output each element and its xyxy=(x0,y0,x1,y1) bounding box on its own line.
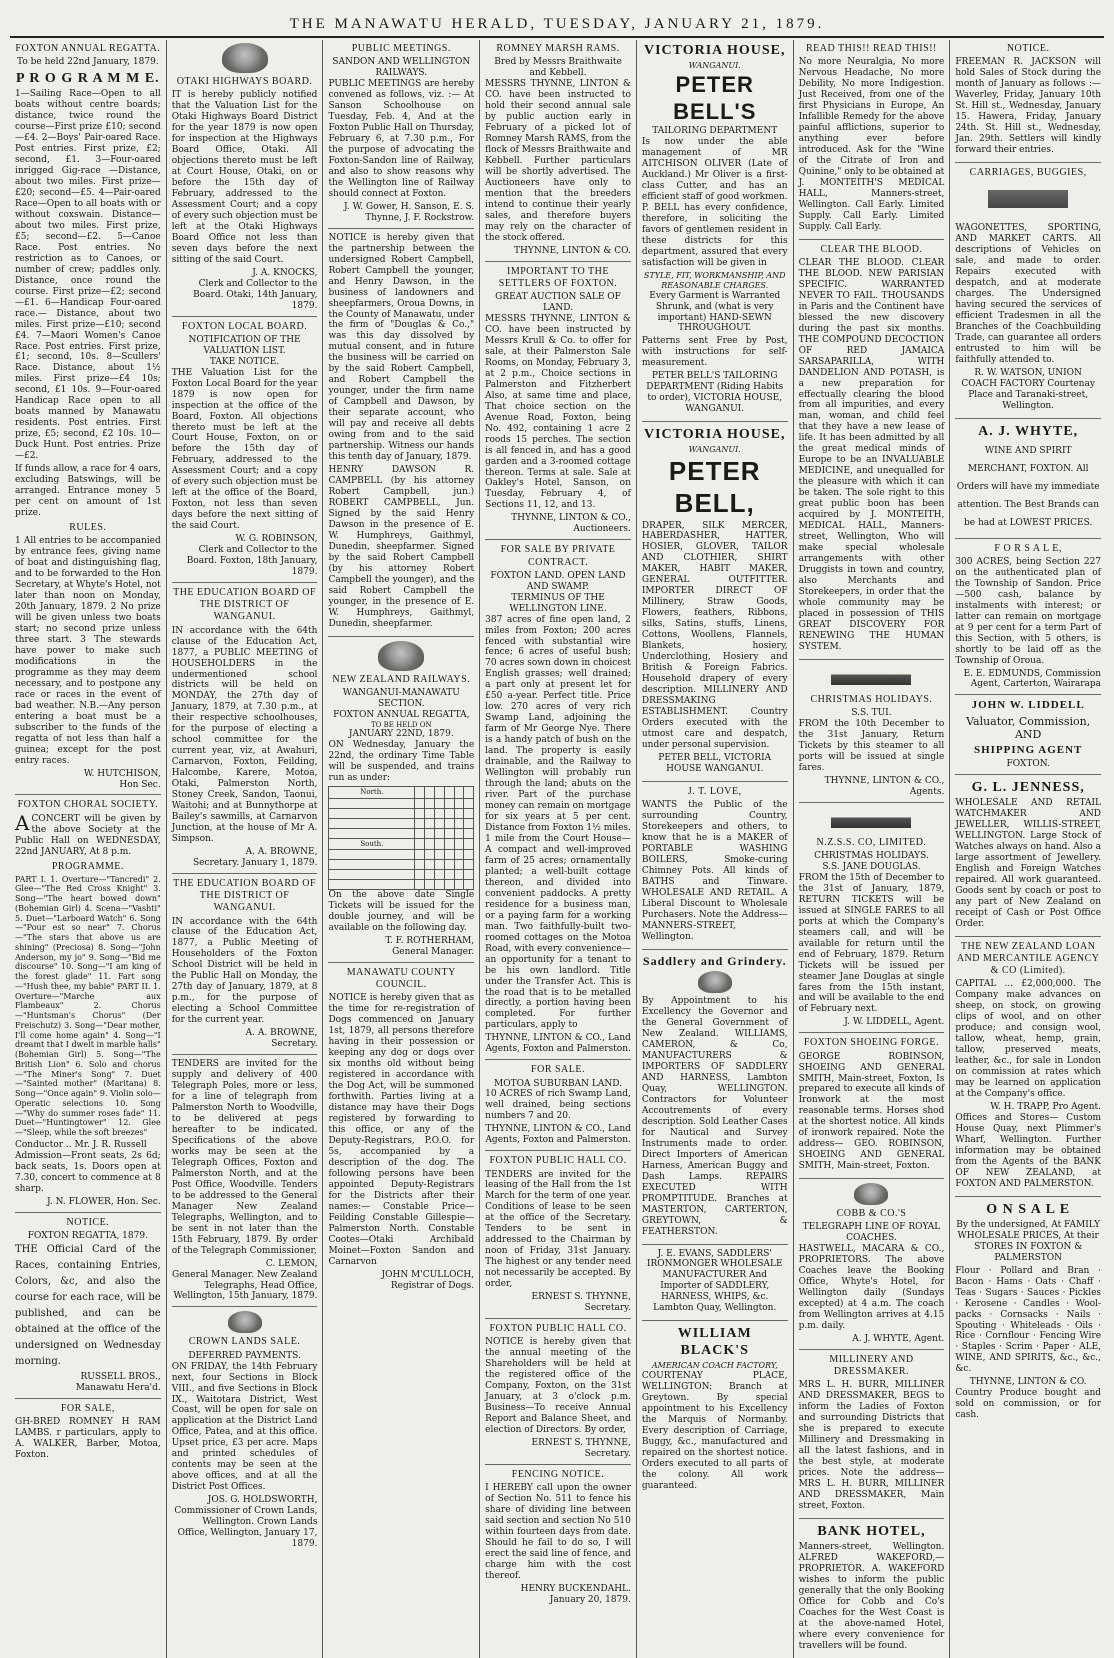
education-signature-2: A. A. BROWNE, xyxy=(245,1028,318,1039)
rules-text: 1 All entries to be accompanied by entrance fees, giving name of boat and distinguishing flag, and to be forwarded to the Hon Secretary, at Whyte's Hotel, not later than noon on Monday, 20th January, 1879. 2 No prize will be given unless two boats start; no second prize unless three start. 3 The stewards have power to make such modifications in the programme as they may deem necessary, and to postpone any race or races in the event of bad weather. N.B.—Any person entering a boat must be a subscriber to the funds of the regatta of not less than half a guinea; except for the post entry races. xyxy=(15,536,161,766)
cobb-subtitle: TELEGRAPH LINE OF ROYAL COACHES. xyxy=(802,1222,941,1244)
column-3 xyxy=(323,40,480,1658)
romney-text: MESSRS THYNNE, LINTON & CO. have been instructed to hold their second annual sale by public auction early in February of a picked lot of Romney Marsh RAMS, from the flock of Messrs Braithwaite and Kebbell. Further particulars will be shortly advertised. The Auctioneers have only to mention that the breeders intend to continue their yearly sales, and therefore buyers may rely on the character of the stock offered. xyxy=(485,79,631,243)
evans-text: J. E. EVANS, SADDLERS' IRONMONGER WHOLESALE MANUFACTURER And Importer of SADDLERY, HARNESS, WHIPS, &c. Lambton Quay, Wellington. xyxy=(646,1248,783,1314)
choral-ad xyxy=(15,799,161,1212)
dissolution-text: NOTICE is hereby given that the partnership between the undersigned Robert Campbell, Robert Campbell the younger, and Henry Dawson, in the business of landowners and sheepfarmers, Oroua Downs, in the County of Manawatu, under the firm of "Douglas & Co.," was this day dissolved by mutual consent, and in future the business will be carried on by the said Robert Campbell, and Robert Campbell the younger, under the firm name of Campbell and Dawson, by their separate account, who will pay and receive all debts owing from and to the said partnership. Witness our hands this tenth day of January, 1879. xyxy=(328,232,475,463)
black-text: COURTENAY PLACE, WELLINGTON; Branch at Greytown. By special appointment to his Excellency the Marquis of Normanby. Every description of Carriage, Buggy, &c., manufactured and repaired on the shortest notice. Orders executed to all parts of the colony. All work guaranteed. xyxy=(641,1371,788,1491)
column-2 xyxy=(167,40,324,1658)
cobb-title: COBB & CO.'S xyxy=(836,1208,907,1220)
royal-crest-icon xyxy=(378,641,424,671)
saddlery-text: By Appointment to his Excellency the Governor and the General Government of New Zealand. WILLIAMS, CAMERON, & Co, MANUFACTURERS & IMPORTERS OF SADDLERY AND HARNESS, Lambton Quay, WELLINGTON. Contractors for Volunteer Accoutrements of every description. Sold Leather Cases for Nautical and Survey Instruments made to order. Direct Importers of American Harness, American Buggy and Dash Lamps. REPAIRS EXECUTED WITH PROMPTITUDE. Branches at MASTERTON, CARTERTON, GREYTOWN, & FEATHERSTON. xyxy=(641,996,788,1237)
loan-title: THE NEW ZEALAND LOAN AND MERCANTILE AGENCY & CO (Limited). xyxy=(956,940,1100,977)
choral-programme: PART I. 1. Overture—"Tancredi" 2. Glee—"The Red Cross Knight" 3. Song—"The heart bowed down" (Bohemian Girl) 4. Scena—"Vashti" 5. Duet—"Larboard Watch" 6. Song—"Pour est so near" 7. Chorus—"The stars that above us are shining" (Preciosa) 8. Song—"John Anderson, my jo" 9. Song—"Bid me discourse" 10. Song—"I am king of the forest glade" 11. Fart song—"Hush thee, my babie" PART II. 1. Overture—"Marche aux Flambeaux" 2. Chorus—"Huntsman's Chorus" (Der Freischutz) 3. Song—"Dear mother, I'll come home again" 4. Song—"I dreamt that I dwelt in marble halls" (Bohemian Girl) 5. Song—"The British Lion" 6. Solo and chorus—"The Miner's Song" 7. Duet—"Sainted mother" (Maritana) 8. Song—"Once again" 9. Violin solo—Operatic selections 10. Song—"Why do summer roses fade" 11. Duet—"Huntingtower" 12. Glee—"Sleep, while the soft breezes" xyxy=(15,874,161,1138)
column-6 xyxy=(794,40,951,1658)
romney-subtitle: Bred by Messrs Braithwaite and Kebbell. xyxy=(494,57,622,79)
notice-signature-role: Manawatu Hera'd. xyxy=(75,1382,161,1393)
hall-title-1: FOXTON PUBLIC HALL CO. xyxy=(489,1155,627,1167)
forge-text: GEORGE ROBINSON, SHOEING AND GENERAL SMITH, Main-street, Foxton, Is prepared to execute all kinds of Ironwork at the most reasonable terms. Horses shod at the shortest notice. All kinds of ironwork repaired. Note the address— GEO. ROBINSON, SHOEING AND GENERAL SMITH, Main-street, Foxton. xyxy=(798,1051,945,1172)
railways-subtitle-3: TO BE HELD ON xyxy=(370,720,432,729)
cobb-text: HASTWELL, MACARA & CO., PROPRIETORS. The above Coaches leave the Booking Office, Whyte's Hotel, for Wellington daily (Sundays excepted) at 4 a.m. The coach from Wellington arrives at 4.15 p.m. daily. xyxy=(798,1244,945,1332)
liddell-agent-ad xyxy=(955,699,1101,775)
onsale-items: Flour · Pollard and Bran · Bacon · Hams · Oats · Chaff · Teas · Sugars · Sauces · Pickles · Kerosene · Candles · Wool-packs · Cornsacks · Nails · Spouting · Whiteleads · Oils · Rice · Cornflour · Fencing Wire · Staples · Scrim · Paper · ALE, WINE, AND SPIRITS, &c., &c., &c. xyxy=(955,1265,1102,1375)
victoria-house-title: VICTORIA HOUSE, xyxy=(643,43,786,58)
programme-text: 1—Sailing Race—Open to all boats without centre boards; distance, twice round the course—First prize £10; second—£4. 2—Boys' Pair-oared Race. Post entries. First prize, £2; second, £1. 3—Four-oared inrigged Gig-race —Distance, about two miles. First prize—£20; second—£5. 4—Pair-oared Race—Open to all boats with or without coxswain. Distance—about two miles. First prize, £5; second—£2. 5—Canoe Race. Post entries. No restriction as to Canoes, or number of crew; paddles only. Distance, once round the course. First prize—£2; second—£1. 6—Handicap Four-oared race.— Distance, about two miles. First prize—£10; second £4. 7—Maori Women's Canoe Race. Post entries. First prize, £1; second, 10s. 8—Scullers' Race. Distance, about 1½ miles. First prize—£4 10s; second, £1 10s. 9—Four-oared Handicap Race open to all boats manned by Manawatu residents. Post entries. First prize, £5; second, £2 10s. 10—Duck Hunt. Post entries. Prize—£2. xyxy=(15,89,161,462)
royal-crest-icon xyxy=(222,43,268,73)
settlers-text: MESSRS THYNNE, LINTON & CO. have been instructed by Messrs Krull & Co. to offer for sale, at their Palmerston Sale Rooms, on Monday, February 3, at 2 p.m., Choice sections in Palmerston and Fitzherbert Also, at same time and place, That choice section on the Avenue Road, Foxton, being No. 492, containing 1 acre 2 roods 15 perches. The section is all fenced in, and has a good garden and a 3-roomed cottage thereon. Terms at sale. Sale at Oakley's Hotel, Sanson, on Tuesday, February 4, of Sections 11, 12, and 13. xyxy=(485,313,631,511)
education-board-ad-1 xyxy=(172,587,318,874)
hall-signature-1: ERNEST S. THYNNE, Secretary. xyxy=(531,1292,631,1314)
millinery-ad xyxy=(799,1354,945,1519)
private-subtitle-2: TERMINUS OF THE WELLINGTON LINE. xyxy=(509,592,607,614)
jenness-title: G. L. JENNESS, xyxy=(971,780,1085,796)
private-contract-ad xyxy=(485,544,631,1060)
settlers-subtitle: GREAT AUCTION SALE OF LAND. xyxy=(495,292,621,313)
motoa-text: 10 ACRES of rich Swamp Land, well drained, being sections numbers 7 and 20. xyxy=(485,1089,631,1122)
nzss-text: FROM the 15th of December to the 31st of January, 1879, RETURN TICKETS will be issued at SINGLE FARES to all ports at which the Company's steamers call, and will be available for return until the end of February, 1879. Return Tickets will be issued per steamer Jane Douglas at single fares from the 15th instant, and will be available to the end of February next. xyxy=(798,872,945,1015)
ram-sale-ad xyxy=(15,1403,161,1467)
tailoring-footer: PETER BELL'S TAILORING DEPARTMENT (Riding Habits to order), VICTORIA HOUSE, WANGANUI. xyxy=(646,371,784,415)
education-text-1: IN accordance with the 64th clause of the Education Act, 1877, a PUBLIC MEETING of HOUSEHOLDERS in the undermentioned school districts will be held on MONDAY, the 27th day of January, 1879, at 7.30 p.m., at their respective schoolhouses, for the purpose of electing a school committee for the current year, viz, at Awahuri, Carnarvon, Foxton, Feilding, Halcombe, Karere, Motoa, Otaki, Palmerston North, Stoney Creek, Sandon, Taonui, Waitohi; and at Bunnythorpe at Bailey's sawmills, at Carnarvon Junction, at the house of Mr A. Simpson. xyxy=(171,625,318,845)
motoa-title: FOR SALE. xyxy=(531,1064,585,1076)
tinware-ad xyxy=(642,786,788,950)
coach-factory-ad-2 xyxy=(955,167,1101,419)
sarsaparilla-ad xyxy=(799,244,945,660)
saddlery-ad xyxy=(642,954,788,1245)
hall-text-1: TENDERS are invited for the leasing of the Hall from the 1st March for the term of one year. Conditions of lease to be seen at the office of the Secretary. Tenders to be sent in addressed to the Chairman by noon of Friday, 31st January. The highest or any tender need not necessarily be accepted. By order, xyxy=(485,1169,631,1290)
coach-factory-ad xyxy=(642,1325,788,1498)
foxton-board-subtitle: NOTIFICATION OF THE VALUATION LIST. xyxy=(188,334,301,356)
whyte-text: WINE AND SPIRIT MERCHANT, FOXTON. All Orders will have my immediate attention. The Best Brands can be had at LOWEST PRICES. xyxy=(956,445,1100,528)
loan-signature: W. H. TRAPP, Pro Agent. xyxy=(990,1101,1102,1112)
xmas-title: CHRISTMAS HOLIDAYS. xyxy=(810,693,933,705)
forsale-signature: E. E. EDMUNDS, Commission Agent, Carterton, Wairarapa xyxy=(963,668,1102,690)
education-board-ad-2 xyxy=(172,878,318,1055)
tender-text: TENDERS are invited for the supply and delivery of 400 Telegraph Poles, more or less, for a line of telegraph from Palmerston North to Woodville, to be delivered at pegs hereafter to be indicated. Specifications of the above works may be seen at the Telegraph Offices, Foxton and Palmerston North, and at the Post Office, Woodville. Tenders to be addressed to the General Manager New Zealand Telegraphs, Wellington, and to be sent in not later than the 15th February, 1879. By order of the Telegraph Commissioner, xyxy=(171,1059,318,1256)
love-title: J. T. LOVE, xyxy=(687,785,742,797)
public-hall-tender-ad xyxy=(485,1155,631,1319)
education-title-1: THE EDUCATION BOARD OF THE DISTRICT OF WANGANUI. xyxy=(173,587,317,623)
tender-signature: C. LEMON, xyxy=(265,1258,318,1269)
fencing-notice-ad xyxy=(485,1469,631,1610)
steamship-icon xyxy=(831,664,911,690)
otaki-signature-role: Clerk and Collector to the Board. Otaki, 14th January, 1879. xyxy=(193,278,318,311)
forsale-title: F O R S A L E, xyxy=(994,542,1062,554)
meetings-text: PUBLIC MEETINGS are hereby convened as follows, viz. :— At Sanson Schoolhouse on Tuesday, Feb. 4, And at the Foxton Public Hall on Thursday, February 6, at 7.30 p.m., For the purpose of advocating the Foxton-Sandon line of Railway, and also to show reasons why the Wellington line of Railway should connect at Foxton. xyxy=(328,79,475,199)
programme-heading: P R O G R A M M E. xyxy=(16,71,160,87)
choral-admission: Admission—Front seats, 2s 6d; back seats, 1s. Doors open at 7.30, concert to commence at 8 sharp. xyxy=(15,1150,161,1194)
blood-text: CLEAR THE BLOOD. CLEAR THE BLOOD. NEW PARISIAN SPECIFIC. WARRANTED NEVER TO FAIL. THOUSANDS in Paris and the Continent have blessed the new discovery during the past six months. THE COMPOUND DECOCTION OF RED JAMAICA SARSAPARILLA, WITH DANDELION AND POTASH, is a new preparation for effectually clearing the blood from all impurities, and every man, woman, and child feel that they have a new lease of life. It has been admitted by all the great medical minds of Europe to be an INVALUABLE MEDICINE, and unequalled for the pleasure with which it can be taken. The sole right to this great public boon has been acquired by J. MONTEITH, MEDICAL HALL, Manners-street, Wellington, Who will make special wholesale arrangements with other Druggists in town and country, also Merchants and Storekeepers, in order that the whole community may be placed in possession of THIS GREAT DISCOVERY FOR RENEWING THE HUMAN SYSTEM. xyxy=(798,257,945,652)
railways-signature-role: General Manager. xyxy=(392,946,475,957)
forsale-text: 300 ACRES, being Section 227 on the authenticated plan of the Township of Sandon. Price —500 cash, balance by instalments with interest; or latter can remain on mortgage at 9 per cent for a term Part of this Section, with 5 others, is shortly to be laid off as the Township of Oroua. xyxy=(955,556,1102,666)
dissolution-signatures: HENRY DAWSON R. CAMPBELL (by his attorney Robert Campbell, jun.) ROBERT CAMPBELL, Jun. Signed by the said Henry Dawson in the presence of E. W. Humphreys, Gaithmyl, Dunedin, sheepfarmer. Signed by the said Robert Campbell (by his attorney Robert Campbell the younger), and the said Robert Campbell the younger, in the presence of E. W. Humphreys, Gaithmyl, Dunedin, sheepfarmer. xyxy=(328,465,475,629)
notice-title: NOTICE. xyxy=(66,1216,110,1228)
read-title: READ THIS!! READ THIS!! xyxy=(806,43,937,54)
crown-lands-ad xyxy=(172,1311,318,1554)
regatta-card-notice xyxy=(15,1217,161,1399)
private-subtitle: FOXTON LAND. OPEN LAND AND SWAMP. xyxy=(490,570,626,592)
hall-text-2: NOTICE is hereby given that the annual meeting of the Shareholders will be held at the registered office of the Company, Foxton, on the 31st January, at 3 o'clock p.m. Business—To receive Annual Report and Balance Sheet, and election of Directors. By order, xyxy=(485,1337,631,1436)
cobb-coaches-ad xyxy=(799,1183,945,1350)
education-text-2: IN accordance with the 64th clause of the Education Act, 1877, a Public Meeting of Householders of the Foxton School District will be held in the Public Hall on Monday, the 27th day of January, 1879, at 8 p.m., for the purpose of electing a School Committee for the current year. xyxy=(171,916,318,1026)
fencing-signature: HENRY BUCKENDAHL. January 20, 1879. xyxy=(520,1583,631,1605)
millinery-text: MRS L. H. BURR, MILLINER AND DRESSMAKER, BEGS to inform the Ladies of Foxton and surrounding Districts that she is prepared to execute Millinery and Dressmaking in all the latest fashions, and in the best style, at moderate prices. Note the address— MRS L. H. BURR, MILLINER AND DRESSMAKER, Main street, Foxton. xyxy=(798,1380,945,1512)
read-text: No more Neuralgia, No more Nervous Headache, No more Debility, No more Indigestion. Just Received, from one of the first Physicians in Europe, An Infallible Remedy for the above painful afflictions, superior to anything ever before introduced. Ask for the "Wine of the Citrate of Iron and Quinine," only to be obtained at J. MONTEITH'S MEDICAL HALL, Manners-street, Wellington. Call Early. Limited Supply. Call Early. Limited Supply. Call Early. xyxy=(798,57,945,232)
masthead-rule xyxy=(10,36,1104,38)
tailoring-shrunk: Every Garment is Warranted Shrunk, and (what is very important) HAND-SEWN THROUGHOUT. xyxy=(649,290,781,334)
draper-footer: PETER BELL, VICTORIA HOUSE WANGANUI. xyxy=(658,752,772,774)
watchmaker-ad xyxy=(955,779,1101,937)
nzss-signature: J. W. LIDDELL, Agent. xyxy=(844,1017,945,1028)
hall-title-2: FOXTON PUBLIC HALL CO. xyxy=(489,1323,627,1335)
otaki-board-ad xyxy=(172,43,318,317)
settlers-title: IMPORTANT TO THE SETTLERS OF FOXTON. xyxy=(498,265,618,289)
peter-bells-heading: PETER BELL'S xyxy=(673,71,757,124)
loan-office: Offices and Stores— Custom House Quay, next Plimmer's Wharf, Wellington. Further information may be obtained from the Agents of the BANK OF NEW ZEALAND, at FOXTON AND PALMERSTON. xyxy=(955,1112,1102,1189)
county-council-ad xyxy=(328,967,474,1296)
bank-hotel-ad xyxy=(799,1523,945,1658)
crown-title: CROWN LANDS SALE. xyxy=(188,1336,301,1348)
tailoring-patterns: Patterns sent Free by Post, with instructions for self-measurement. xyxy=(641,336,788,369)
foxton-board-signature: W. G. ROBINSON, xyxy=(235,534,318,545)
choral-conductor: Conductor .. Mr. J. R. Russell xyxy=(15,1139,147,1150)
choral-title: FOXTON CHORAL SOCIETY. xyxy=(17,799,159,811)
onsale-text: By the undersigned, At FAMILY WHOLESALE PRICES, At their STORES IN FOXTON & PALMERSTON xyxy=(956,1219,1101,1263)
railways-note: On the above date Single Tickets will be issued for the double journey, and will be available on the following day. xyxy=(328,890,475,934)
public-hall-meeting-ad xyxy=(485,1323,631,1465)
nzss-subtitle-2: S.S. JANE DOUGLAS. xyxy=(822,861,921,872)
otaki-title: OTAKI HIGHWAYS BOARD. xyxy=(176,76,313,87)
railways-ad xyxy=(328,641,474,963)
newspaper-title: THE MANAWATU HERALD, TUESDAY, JANUARY 21, 1879. xyxy=(289,16,825,32)
crown-signature: JOS. G. HOLDSWORTH, xyxy=(207,1495,318,1506)
county-signature-role: Registrar of Dogs. xyxy=(390,1280,475,1291)
foxton-board-ad xyxy=(172,321,318,584)
peter-bell-heading: PETER BELL, xyxy=(668,456,761,518)
bank-text: Manners-street, Wellington. ALFRED WAKEFORD,—PROPRIETOR. A. WAKEFORD wishes to inform the public generally that the only Booking Office for Cobb and Co's Coaches for the West Coast is at the above-named Hotel, where every convenience for travellers will be found. xyxy=(798,1542,945,1651)
saddlery-title: Saddlery and Grindery. xyxy=(642,953,787,968)
onsale-title: O N S A L E xyxy=(986,1201,1071,1217)
carriage-signature: R. W. WATSON, UNION COACH FACTORY Courtenay Place and Taranaki-street, Wellington. xyxy=(961,367,1095,411)
rules-heading: RULES. xyxy=(69,522,107,534)
royal-crest-icon xyxy=(854,1183,888,1205)
regatta-signature: W. HUTCHISON, xyxy=(83,768,161,779)
nzss-title: N.Z.S.S. CO, LIMITED. xyxy=(816,836,927,848)
railways-text: ON Wednesday, January the 22nd, the ordinary Time Table will be suspended, and trains run as under: xyxy=(328,740,475,784)
hall-signature-2: ERNEST S. THYNNE, Secretary. xyxy=(531,1438,631,1459)
crown-signature-role: Commissioner of Crown Lands, Wellington. Crown Lands Office, Wellington, January 17, 1879. xyxy=(174,1506,318,1550)
victoria-house-subtitle-2: WANGANUI. xyxy=(688,445,741,455)
blood-title: CLEAR THE BLOOD. xyxy=(820,243,923,255)
draper-text: DRAPER, SILK MERCER, HABERDASHER, HATTER, HOSIER, GLOVER, TAILOR AND CLOTHIER, SHIRT MAKER, HABIT MAKER, GENERAL OUTFITTER. IMPORTER DIRECT OF Millinery, Straw Goods, Flowers, feathers, Ribbons, silks, Satins, stuffs, Linens, Cottons, Woollens, Flannels, Blankets, hosiery, Underclothing, Hosiery and British & Foreign Fabrics. Household drapery of every description. MILLINERY AND DRESSMAKING ESTABLISHMENT. Country Orders executed with the utmost care and despatch, under personal supervision. xyxy=(641,520,788,750)
foxton-board-subtitle-2: TAKE NOTICE. xyxy=(209,356,280,367)
column-4 xyxy=(480,40,637,1658)
nzss-holidays-ad xyxy=(799,807,945,1034)
stock-sales-ad xyxy=(955,43,1101,163)
county-signature: JOHN M'CULLOCH, xyxy=(381,1269,475,1280)
xmas-subtitle: S.S. TUI. xyxy=(851,707,892,718)
education-signature-role-1: Secretary. January 1, 1879. xyxy=(192,857,318,868)
column-5 xyxy=(637,40,794,1658)
liddell-title: JOHN W. LIDDELL xyxy=(971,699,1085,712)
crown-subtitle: DEFERRED PAYMENTS. xyxy=(188,1350,301,1361)
romney-title: ROMNEY MARSH RAMS. xyxy=(496,43,620,54)
choral-programme-heading: PROGRAMME. xyxy=(51,860,124,872)
fencing-text: I HEREBY call upon the owner of Section No. 511 to fence his share of dividing line between said section and section No 510 within fourteen days from date. Should he fail to do so, I will erect the said line of fence, and charge him with the cost thereof. xyxy=(485,1483,631,1581)
black-subtitle: AMERICAN COACH FACTORY, xyxy=(651,1361,778,1371)
railways-signature: T. F. ROTHERHAM, xyxy=(385,936,475,946)
whyte-title: A. J. WHYTE, xyxy=(978,423,1079,439)
railways-subtitle: WANGANUI-MANAWATU SECTION. xyxy=(342,687,460,709)
liddell-place: FOXTON. xyxy=(1006,759,1050,770)
motoa-signature: THYNNE, LINTON & CO., Land Agents, Foxton and Palmerston. xyxy=(485,1124,631,1146)
county-title: MANAWATU COUNTY COUNCIL. xyxy=(346,966,456,991)
railways-title: NEW ZEALAND RAILWAYS. xyxy=(332,673,471,685)
meetings-title: PUBLIC MEETINGS. xyxy=(351,43,451,54)
telegraph-tender-ad xyxy=(172,1059,318,1307)
choral-text: ACONCERT will be given by the above Society at the Public Hall on WEDNESDAY, 22nd JANUARY, At 8 p.m. xyxy=(15,810,161,857)
choral-signature: J. N. FLOWER, Hon. Sec. xyxy=(46,1196,161,1207)
sandon-land-sale-ad xyxy=(955,543,1101,696)
royal-crest-icon xyxy=(698,971,732,993)
railways-date: JANUARY 22ND, 1879. xyxy=(348,729,454,740)
timetable-north-label: North. xyxy=(329,787,415,799)
carriage-text: WAGONETTES, SPORTING, AND MARKET CARTS. All descriptions of Vehicles on sale, and made to order. Repairs executed with despatch, and at moderate charges. The Undersigned having secured the services of efficient Tradesmen in all the Branches of the Coachbuilding Trade, can guarantee all orders entrusted to him will be faithfully attended to. xyxy=(955,223,1102,365)
motoa-subtitle: MOTOA SUBURBAN LAND. xyxy=(494,1078,623,1089)
notice-title-7: NOTICE. xyxy=(1006,43,1050,54)
shoeing-forge-ad xyxy=(799,1037,945,1179)
xmas-signature: THYNNE, LINTON & CO., Agents. xyxy=(824,775,945,797)
victoria-house-title-2: VICTORIA HOUSE, xyxy=(643,427,786,443)
tui-holidays-ad xyxy=(799,664,945,803)
quinine-ad xyxy=(799,43,945,240)
tender-signature-role: General Manager. New Zealand Telegraphs, Head Office, Wellington, 15th January, 1879. xyxy=(172,1269,318,1302)
private-signature: THYNNE, LINTON & CO., Land Agents, Foxton and Palmerston. xyxy=(485,1033,631,1055)
tailoring-text: Is now under the able management of MR AITCHISON OLIVER (Late of Auckland.) Mr Oliver is a first-class Cutter, and has an efficient staff of good workmen. P. BELL has every confidence, therefore, in soliciting the favors of gentlemen resident in these districts for this department, assured that every satisfaction will be given in xyxy=(641,137,788,269)
regatta-date: To be held 22nd January, 1879. xyxy=(17,57,159,68)
liddell-subtitle: SHIPPING AGENT xyxy=(973,743,1083,756)
notice-text-7: FREEMAN R. JACKSON will hold Sales of Stock during the month of January as follows :— Waverley, Friday, January 10th St. Hill st., Wednesday, January 15. Hawera, Friday, January 24th. St. Hill st., Wednesday, Jan. 29th. Settlers will kindly forward their entries. xyxy=(955,57,1102,155)
foxton-board-title: FOXTON LOCAL BOARD. xyxy=(181,320,308,332)
xmas-text: FROM the 10th December to the 31st January, Return Tickets by this steamer to all ports will be issued at single fares. xyxy=(798,718,945,773)
loan-agency-ad xyxy=(955,941,1101,1197)
notice-subtitle: FOXTON REGATTA, 1879. xyxy=(27,1230,148,1241)
regatta-title: FOXTON ANNUAL REGATTA. xyxy=(15,43,161,54)
notice-text: THE Official Card of the Races, containing Entries, Colors, &c, and also the course for each race, will be published, and can be obtained at the office of the undersigned on Wednesday morning. xyxy=(15,1243,161,1367)
foxton-board-signature-role: Clerk and Collector to the Board. Foxton, 18th January, 1879. xyxy=(186,545,318,578)
meetings-signers: J. W. Gower, H. Sanson, E. S. Thynne, J. F. Rockstrow. xyxy=(344,201,475,223)
regatta-note: If funds allow, a race for 4 oars, excluding Batswings, will be arranged. Entrance money 5 per cent on amount of 1st prize. xyxy=(15,464,161,519)
partnership-dissolution-ad xyxy=(328,233,474,637)
steamship-icon xyxy=(831,807,911,833)
county-text: NOTICE is hereby given that as the time for re-registration of Dogs commenced on January 1st, 1879, all persons therefore having in their possession or keeping any dog or dogs over six months old without being registered in accordance with the Dog Act, will be summoned forthwith. Parties living at a distance may have their Dogs registered by forwarding to this office, or any of the Deputy-Registrars, P.O.O. for 5s, accompanied by a description of the dog. The following persons have been appointed Deputy-Registrars for the Districts after their names:— Constable Price—Feilding Constable Gillespie—Palmerston North. Constable Cootes—Otaki Archibald Moinet—Foxton Sandon and Carnarvon xyxy=(328,993,475,1267)
jenness-text: WHOLESALE AND RETAIL WATCHMAKER AND JEWELLER, WILLIS-STREET, WELLINGTON. Large Stock of Watches always on hand. Also a large assortment of Jewellery. English and Foreign Watches repaired. All work guaranteed. Goods sent by coach or post to any part of New Zealand on receipt of Cash or Post Office Order. xyxy=(955,798,1102,929)
tailoring-style: STYLE, FIT, WORKMANSHIP, AND REASONABLE CHARGES. xyxy=(643,271,786,290)
carriage-icon xyxy=(988,183,1068,219)
private-text: 387 acres of fine open land, 2 miles from Foxton; 200 acres fenced with substantial wire fence; 6 acres of useful bush; 70 acres sown down in choicest English grasses; well drained; a part only at present let for £50 a-year. Perfect title. Price low. 270 acres of very rich Swamp Land, adjoining the farm of Mr George Nye. There is a handy patch of bush on the land. The property is easily drainable, and the Railway to Wellington will probably run through the land; abuts on the river. Part of the purchase money can remain on mortgage for six years at 5 per cent. Distance from Foxton 1½ miles. 1 mile from the Court House—A compact and well-improved farm of 25 acres; ornamentally planted; a well-built cottage thereon, and divided into convenient paddocks. A pretty residence for a business man, or a paying farm for a working man. Two faithfully-built two-roomed cottages on the Motoa Road, with every convenience—an opportunity for a tenant to be his own landlord. Title under the Transfer Act. This is the road that is to be metalled directly, a portion having been completed. For further particulars, apply to xyxy=(485,614,631,1031)
bank-title: BANK HOTEL, xyxy=(817,1524,926,1540)
land-auction-ad xyxy=(485,266,631,541)
fencing-title: FENCING NOTICE. xyxy=(511,1468,605,1480)
train-timetable xyxy=(328,786,474,890)
education-signature-1: A. A. BROWNE, xyxy=(245,847,318,857)
draper-ad xyxy=(642,426,788,782)
otaki-signature: J. A. KNOCKS, xyxy=(252,267,318,278)
page-columns xyxy=(10,40,1106,1658)
loan-text: CAPITAL ... £2,000,000. The Company make advances on sheep, on stock, on growing clips of wool, and on other produce; and consign wool, tallow, wheat, hemp, grain, tallow, preserved meats, leather, &c., for sale in London on commission at rates which may be learned on application at the Company's office. xyxy=(955,979,1102,1099)
onsale-footer: Country Produce bought and sold on commission, or for cash. xyxy=(955,1388,1102,1421)
regatta-signature-role: Hon Sec. xyxy=(119,779,161,790)
settlers-signature: THYNNE, LINTON & CO., Auctioneers. xyxy=(511,513,631,535)
tailoring-ad xyxy=(642,42,788,422)
love-text: WANTS the Public of the surrounding Country, Storekeepers and others, to know that he is a MAKER of PORTABLE WASHING BOILERS, Smoke-curing Chimney Pots. All kinds of BATHS and Tinware. WHOLESALE AND RETAIL. A Liberal Discount to Wholesale Purchasers. Note the Address— MANNERS-STREET, Wellington. xyxy=(641,799,788,942)
column-7 xyxy=(950,40,1106,1658)
public-meetings-ad xyxy=(328,43,474,229)
foxton-board-text: THE Valuation List for the Foxton Local Board for the year 1879 is now open for inspection at the office of the Board, Foxton. All objections thereto must be left at the Court House, Foxton, on or before the 15th day of February, addressed to the Assessment Court; and a copy of every such objection must be left at the office of the Board, Foxton, not less than seven days before the next sitting of the said Court. xyxy=(171,367,318,532)
meetings-subtitle: SANDON AND WELLINGTON RAILWAYS. xyxy=(332,57,471,79)
saddlers-ironmonger-ad xyxy=(642,1249,788,1322)
education-signature-role-2: Secretary. xyxy=(271,1039,318,1050)
education-title-2: THE EDUCATION BOARD OF THE DISTRICT OF WANGANUI. xyxy=(173,877,317,914)
crown-text: ON FRIDAY, the 14th February next, four Sections in Block VIII., and five Sections in Block IX., Waitotara District, West Coast, will be open for sale on application at the District Land Office, Patea, and at this office. Upset price, £3 per acre. Maps and printed schedules of contents may be seen at the above offices, and at all the District Post Offices. xyxy=(171,1361,318,1493)
cobb-signature: A. J. WHYTE, Agent. xyxy=(852,1334,945,1345)
romney-signature: THYNNE, LINTON & CO. xyxy=(514,245,631,256)
tailoring-department: TAILORING DEPARTMENT xyxy=(652,126,778,137)
notice-signature: RUSSELL BROS., xyxy=(80,1371,161,1382)
liddell-text: Valuator, Commission, AND xyxy=(966,714,1091,742)
forge-title: FOXTON SHOEING FORGE. xyxy=(803,1037,939,1049)
ram-sale-title: FOR SALE, xyxy=(60,1402,115,1414)
onsale-signature: THYNNE, LINTON & CO. xyxy=(969,1377,1087,1388)
nzss-subtitle: CHRISTMAS HOLIDAYS. xyxy=(814,850,929,861)
black-title: WILLIAM BLACK'S xyxy=(677,1326,752,1359)
regatta-ad xyxy=(15,43,161,795)
railways-subtitle-2: FOXTON ANNUAL REGATTA, xyxy=(333,709,470,720)
column-1 xyxy=(10,40,167,1658)
millinery-title: MILLINERY AND DRESSMAKER. xyxy=(829,1354,914,1378)
masthead xyxy=(0,0,1114,38)
ram-sale-text: GH-BRED ROMNEY H RAM LAMBS. r particulars, apply to A. WALKER, Barber, Motoa, Foxton. xyxy=(15,1417,161,1460)
romney-rams-ad xyxy=(485,43,631,262)
otaki-text: IT is hereby publicly notified that the Valuation List for the Otaki Highways Board District for the year 1879 is now open for inspection at the Highways Board Office, Otaki. All objections thereto must be left at Court House, Otaki, on or before the 15th day of February, addressed to the Assessment Court; and a copy of every such objection must be left at the Otaki Highways Board Office not less than seven days before the next sitting of the said Court. xyxy=(171,90,318,265)
private-title: FOR SALE BY PRIVATE CONTRACT. xyxy=(500,544,616,568)
royal-crest-icon xyxy=(228,1311,262,1333)
wine-merchant-ad xyxy=(955,423,1101,539)
timetable-south-label: South. xyxy=(329,838,415,850)
on-sale-ad xyxy=(955,1201,1101,1428)
victoria-house-subtitle: WANGANUI. xyxy=(688,61,741,71)
carriage-title: CARRIAGES, BUGGIES, xyxy=(969,166,1087,178)
motoa-land-ad xyxy=(485,1064,631,1151)
